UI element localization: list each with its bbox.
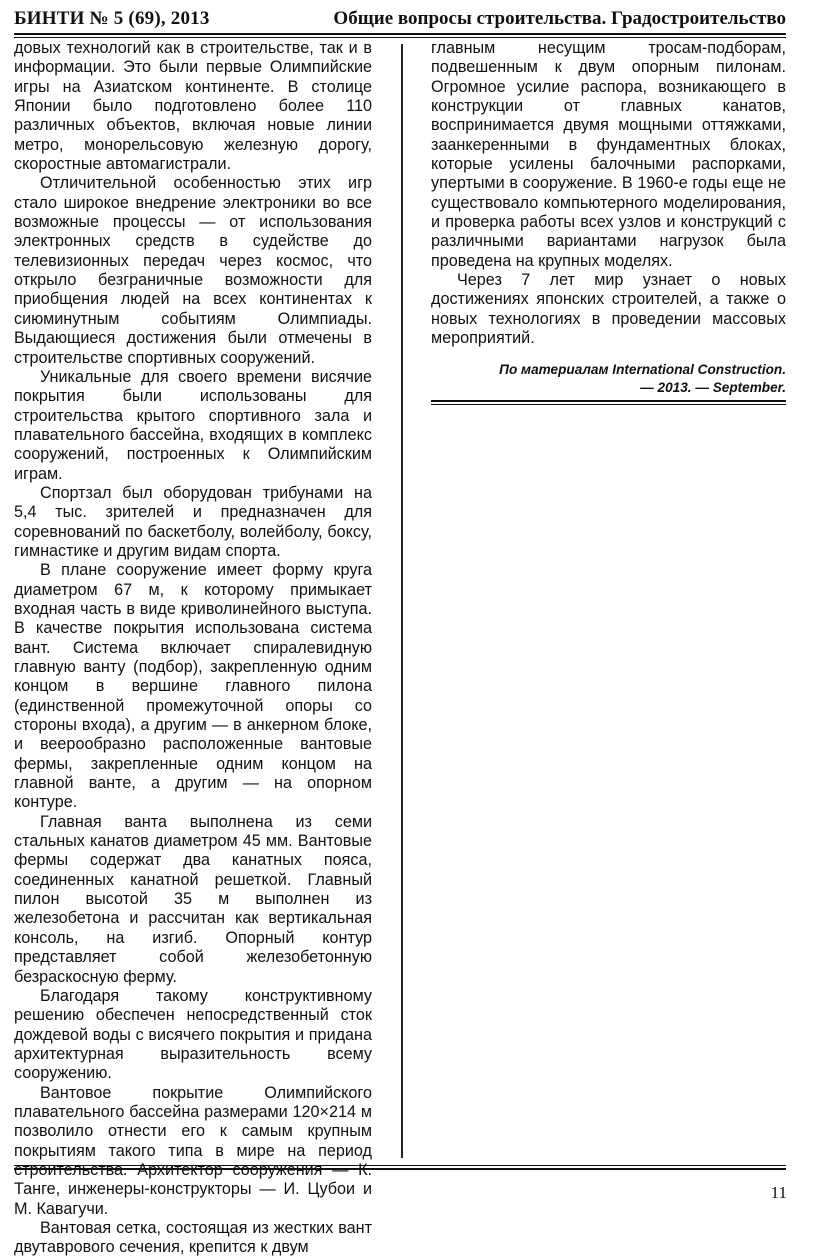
paragraph: главным несущим тросам-подборам, подвешенным к двум опорным пилонам. Огромное усилие распора, возникающего в конструкции от главных канатов, воспринимается двумя мощными оттяжками, заанкеренными в фундаментных блоках, которые усилены балочными распорками, упертыми в сооружение. В 1960-е годы еще не существовало компьютерного моделирования, и проверка работы всех узлов и конструкций с различными вариантами нагрузок была проведена на крупных моделях. bbox=[431, 39, 786, 270]
page-number: 11 bbox=[770, 1183, 787, 1202]
source-citation bbox=[431, 361, 786, 397]
right-column bbox=[431, 39, 786, 405]
paragraph: Благодаря такому конструктивному решению обеспечен непосредственный сток дождевой воды с висячего покрытия и придана архитектурная выразительность всему сооружению. bbox=[14, 986, 372, 1083]
source-line: По материалам International Construction. bbox=[499, 361, 786, 377]
journal-issue: БИНТИ № 5 (69), 2013 bbox=[14, 8, 210, 29]
section-title: Общие вопросы строительства. Градостроительство bbox=[333, 8, 786, 29]
paragraph: Спортзал был оборудован трибунами на 5,4 тыс. зрителей и предназначен для соревнований по баскетболу, волейболу, боксу, гимнастике и другим видам спорта. bbox=[14, 483, 372, 560]
paragraph: Вантовая сетка, состоящая из жестких вант двутаврового сечения, крепится к двум bbox=[14, 1218, 372, 1257]
paragraph: Через 7 лет мир узнает о новых достижениях японских строителей, а также о новых технологиях в проведении массовых мероприятий. bbox=[431, 271, 786, 348]
header-rule-thick bbox=[14, 33, 786, 35]
source-line: — 2013. — September. bbox=[640, 379, 786, 395]
paragraph: Уникальные для своего времени висячие покрытия были использованы для строительства крытого спортивного зала и плавательного бассейна, входящих в комплекс сооружений, построенных к Олимпийским играм. bbox=[14, 367, 372, 483]
paragraph: Главная ванта выполнена из семи стальных канатов диаметром 45 мм. Вантовые фермы содержат два канатных пояса, соединенных канатной решеткой. Главный пилон высотой 35 м выполнен из железобетона и рассчитан как вертикальная консоль, на изгиб. Опорный контур представляет собой железобетонную безраскосную ферму. bbox=[14, 812, 372, 986]
paragraph: Вантовое покрытие Олимпийского плавательного бассейна размерами 120×214 м позволило отнести его к самым крупным покрытиям такого типа в мире на период Танге, инженеры-конструкторы — И. Цубои и М. Кавагучи. bbox=[14, 1083, 372, 1218]
left-column bbox=[14, 39, 372, 1258]
paragraph: В плане сооружение имеет форму круга диаметром 67 м, к которому примыкает входная часть в виде криволинейного выступа. В качестве покрытия использована система вант. Система включает спиралевидную главную ванту (подбор), закрепленную одним концом в вершине главного пилона (единственной промежуточной опоры со стороны входа), а другим — в анкерном блоке, и веерообразно расположенные вантовые фермы, закрепленные одним концом на главной ванте, а другим — на опорном контуре. bbox=[14, 561, 372, 812]
running-header bbox=[14, 8, 786, 34]
footer-rule-thin bbox=[14, 1165, 786, 1166]
footer-rule-thick bbox=[14, 1168, 786, 1170]
article-end-rule-thin bbox=[431, 404, 786, 405]
paragraph: Отличительной особенностью этих игр стало широкое внедрение электроники во все возможные процессы — от использования электронных средств в судействе до телевизионных передач через космос, что открыло безграничные возможности для приобщения людей на всех континентах к сиюминутным событиям Олимпиады. Выдающиеся достижения были отмечены в строительстве спортивных сооружений. bbox=[14, 174, 372, 367]
header-rule-thin bbox=[14, 37, 786, 38]
paragraph: довых технологий как в строительстве, так и в информации. Это были первые Олимпийские игры на Азиатском континенте. В столице Японии было подготовлено более 110 различных объектов, включая новые линии метро, монорельсовую железную дорогу, скоростные автомагистрали. bbox=[14, 39, 372, 174]
column-divider bbox=[401, 44, 403, 1158]
article-end-rule bbox=[431, 400, 786, 402]
